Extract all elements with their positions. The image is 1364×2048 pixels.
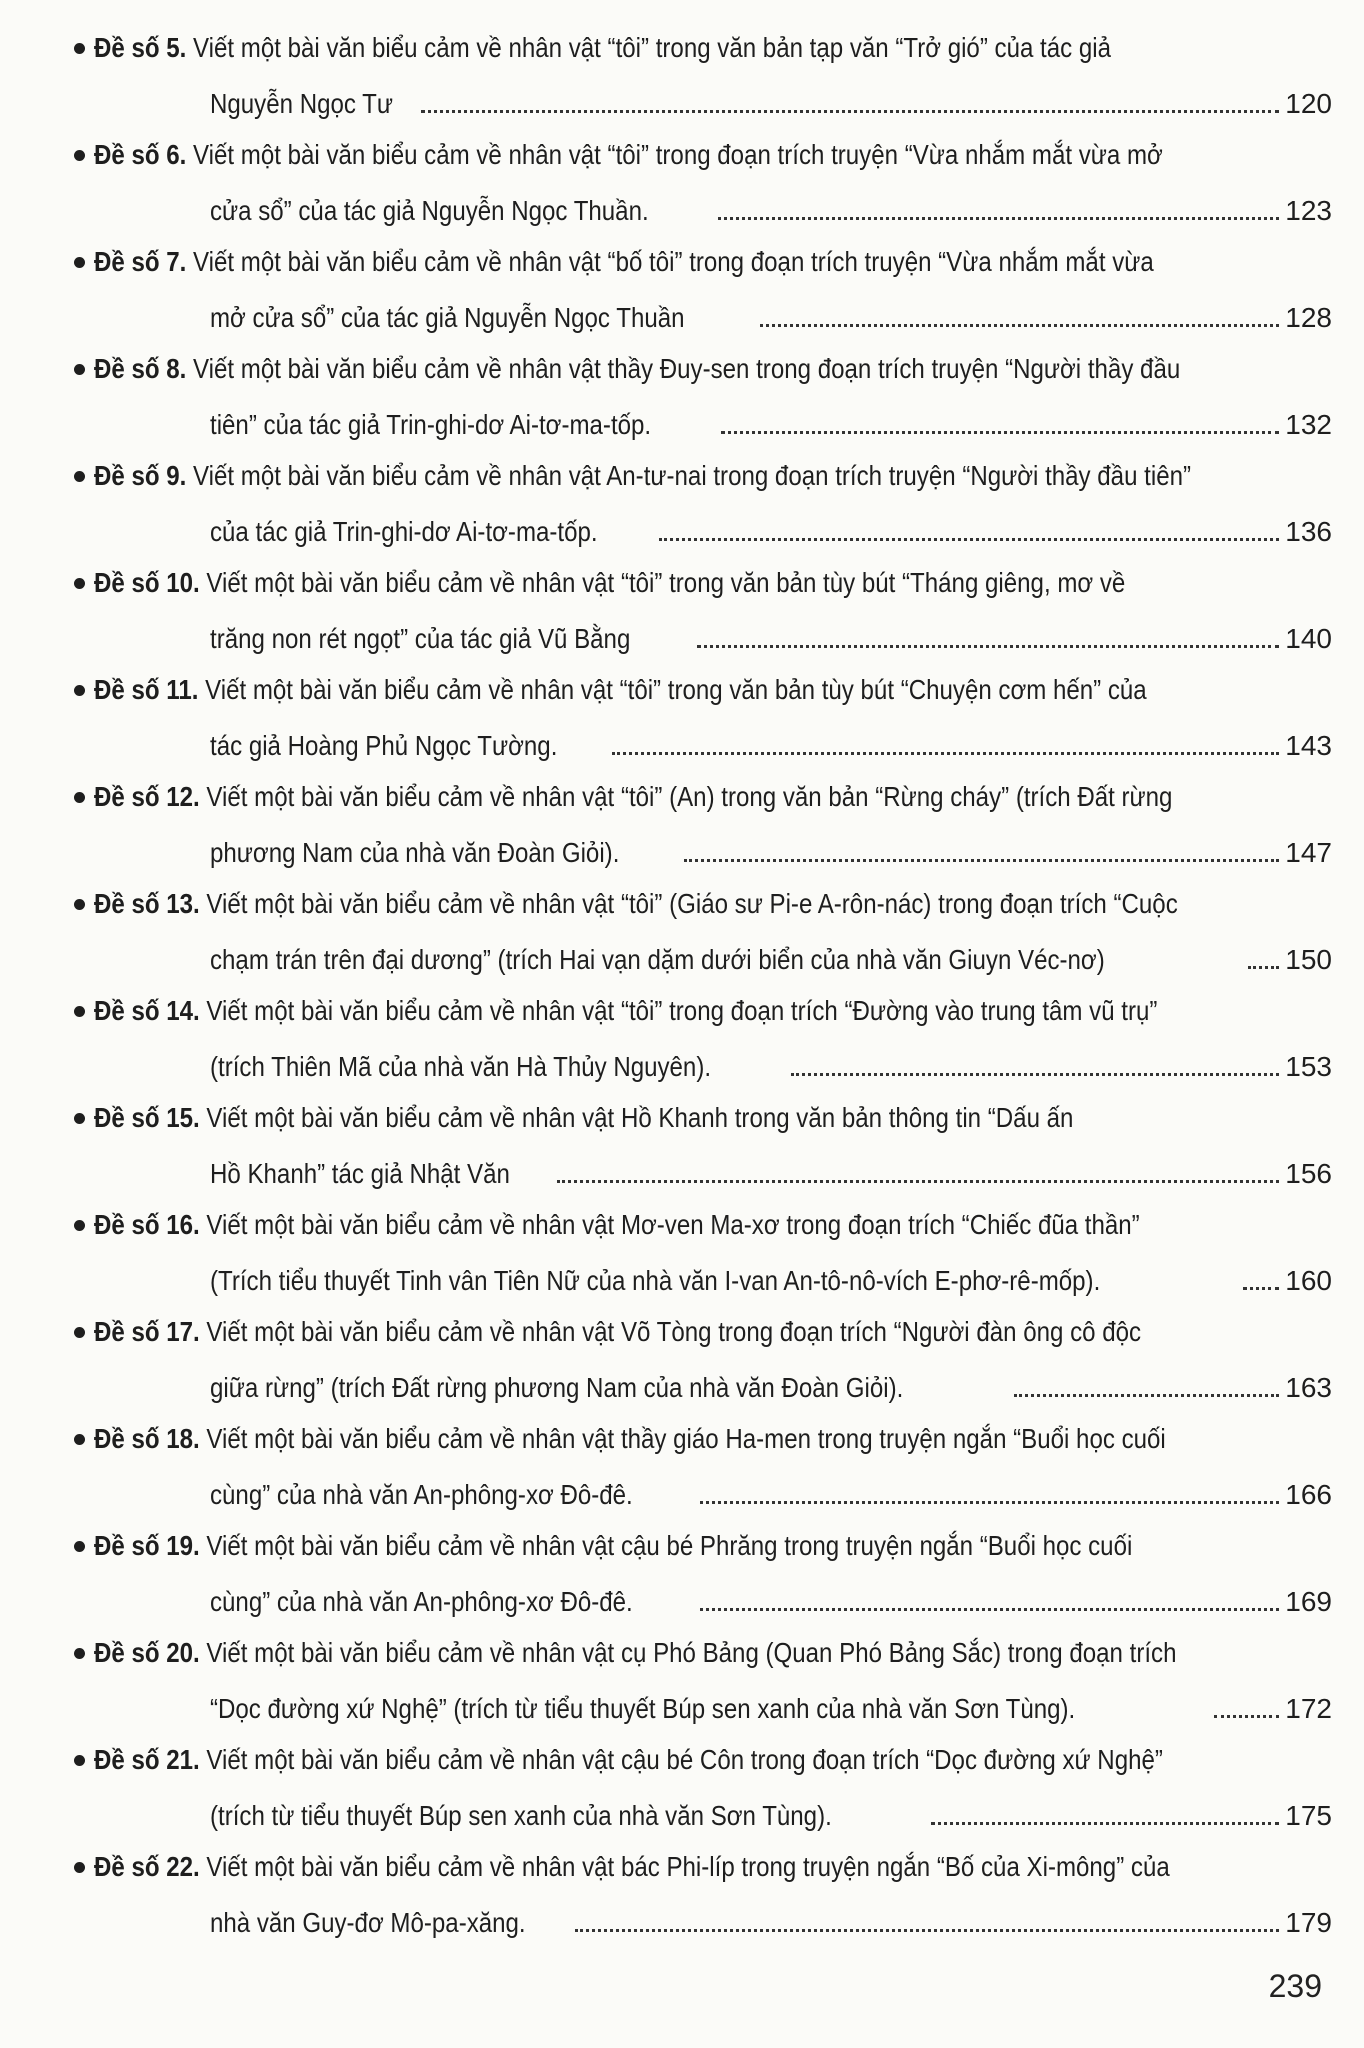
bullet-icon xyxy=(74,1862,85,1873)
entry-page: 175 xyxy=(1285,1800,1332,1831)
dot-leader xyxy=(659,508,1280,541)
bullet-icon xyxy=(74,685,85,696)
entry-title: Viết một bài văn biểu cảm về nhân vật cậu bé Phrăng trong truyện ngắn “Buổi học cuối xyxy=(206,1530,1133,1561)
entry-title: Viết một bài văn biểu cảm về nhân vật “tôi” trong văn bản tùy bút “Chuyện cơm hến” của xyxy=(205,674,1147,705)
toc-entry xyxy=(70,1627,1332,1734)
entry-label: Đề số 13. xyxy=(94,888,200,919)
entry-title-continued: tiên” của tác giả Trin-ghi-dơ Ai-tơ-ma-tốp. xyxy=(210,409,652,440)
entry-label: Đề số 14. xyxy=(94,995,200,1026)
bullet-icon xyxy=(74,43,85,54)
entry-label: Đề số 5. xyxy=(94,32,187,63)
entry-label: Đề số 18. xyxy=(94,1423,200,1454)
toc-entry xyxy=(70,343,1332,450)
entry-title-continued: phương Nam của nhà văn Đoàn Giỏi). xyxy=(210,837,620,868)
entry-title: Viết một bài văn biểu cảm về nhân vật “tôi” trong văn bản tạp văn “Trở gió” của tác giả xyxy=(193,32,1112,63)
entry-title-continued: (trích Thiên Mã của nhà văn Hà Thủy Nguyên). xyxy=(210,1051,712,1082)
entry-page: 160 xyxy=(1285,1265,1332,1296)
entry-label: Đề số 11. xyxy=(94,674,199,705)
dot-leader xyxy=(721,401,1279,434)
entry-page: 166 xyxy=(1285,1479,1332,1510)
entry-page: 120 xyxy=(1285,88,1332,119)
entry-title-continued: trăng non rét ngọt” của tác giả Vũ Bằng xyxy=(210,623,631,654)
entry-label: Đề số 6. xyxy=(94,139,187,170)
entry-page: 140 xyxy=(1285,623,1332,654)
entry-title-continued: cửa sổ” của tác giả Nguyễn Ngọc Thuần. xyxy=(210,195,649,226)
bullet-icon xyxy=(74,1755,85,1766)
entry-title: Viết một bài văn biểu cảm về nhân vật “tôi” trong đoạn trích “Đường vào trung tâm vũ trụ” xyxy=(206,995,1158,1026)
entry-title: Viết một bài văn biểu cảm về nhân vật “tôi” (Giáo sư Pi-e A-rôn-nác) trong đoạn trích “Cuộc xyxy=(206,888,1178,919)
entry-label: Đề số 10. xyxy=(94,567,200,598)
entry-page: 147 xyxy=(1285,837,1332,868)
entry-title: Viết một bài văn biểu cảm về nhân vật Hồ Khanh trong văn bản thông tin “Dấu ấn xyxy=(206,1102,1074,1133)
entry-title-continued: tác giả Hoàng Phủ Ngọc Tường. xyxy=(210,730,558,761)
dot-leader xyxy=(718,187,1279,220)
bullet-icon xyxy=(74,1006,85,1017)
toc-entry xyxy=(70,22,1332,129)
entry-page: 132 xyxy=(1285,409,1332,440)
entry-title: Viết một bài văn biểu cảm về nhân vật cụ Phó Bảng (Quan Phó Bảng Sắc) trong đoạn trích xyxy=(206,1637,1177,1668)
bullet-icon xyxy=(74,471,85,482)
toc-entry xyxy=(70,1199,1332,1306)
bullet-icon xyxy=(74,1648,85,1659)
entry-title: Viết một bài văn biểu cảm về nhân vật “tôi” trong đoạn trích truyện “Vừa nhắm mắt vừa mở xyxy=(193,139,1163,170)
entry-label: Đề số 21. xyxy=(94,1744,200,1775)
entry-title-continued: nhà văn Guy-đơ Mô-pa-xăng. xyxy=(210,1907,526,1938)
entry-title-continued: (trích từ tiểu thuyết Búp sen xanh của nhà văn Sơn Tùng). xyxy=(210,1800,832,1831)
entry-label: Đề số 20. xyxy=(94,1637,200,1668)
entry-title: Viết một bài văn biểu cảm về nhân vật “bố tôi” trong đoạn trích truyện “Vừa nhắm mắt vừa xyxy=(193,246,1154,277)
entry-label: Đề số 7. xyxy=(94,246,187,277)
entry-title-continued: “Dọc đường xứ Nghệ” (trích từ tiểu thuyết Búp sen xanh của nhà văn Sơn Tùng). xyxy=(210,1693,1076,1724)
entry-title-continued: chạm trán trên đại dương” (trích Hai vạn dặm dưới biển của nhà văn Giuyn Véc-nơ) xyxy=(210,944,1105,975)
table-of-contents xyxy=(70,22,1332,1948)
dot-leader xyxy=(1214,1685,1279,1718)
entry-page: 136 xyxy=(1285,516,1332,547)
entry-title: Viết một bài văn biểu cảm về nhân vật thầy Đuy-sen trong đoạn trích truyện “Người thầy đầu xyxy=(193,353,1181,384)
entry-title-continued: giữa rừng” (trích Đất rừng phương Nam của nhà văn Đoàn Giỏi). xyxy=(210,1372,904,1403)
toc-entry xyxy=(70,985,1332,1092)
entry-label: Đề số 15. xyxy=(94,1102,200,1133)
entry-page: 123 xyxy=(1285,195,1332,226)
page-number: 239 xyxy=(1268,1968,1322,2004)
dot-leader xyxy=(931,1792,1279,1825)
entry-title: Viết một bài văn biểu cảm về nhân vật thầy giáo Ha-men trong truyện ngắn “Buổi học cuối xyxy=(206,1423,1166,1454)
dot-leader xyxy=(1248,936,1279,969)
bullet-icon xyxy=(74,1220,85,1231)
entry-title: Viết một bài văn biểu cảm về nhân vật An-tư-nai trong đoạn trích truyện “Người thầy đầu tiên” xyxy=(193,460,1191,491)
entry-label: Đề số 17. xyxy=(94,1316,200,1347)
entry-title-continued: của tác giả Trin-ghi-dơ Ai-tơ-ma-tốp. xyxy=(210,516,598,547)
entry-title: Viết một bài văn biểu cảm về nhân vật “tôi” (An) trong văn bản “Rừng cháy” (trích Đất rừng xyxy=(206,781,1173,812)
toc-entry xyxy=(70,1306,1332,1413)
toc-entry xyxy=(70,236,1332,343)
entry-label: Đề số 12. xyxy=(94,781,200,812)
dot-leader xyxy=(697,615,1280,648)
entry-title: Viết một bài văn biểu cảm về nhân vật “tôi” trong văn bản tùy bút “Tháng giêng, mơ về xyxy=(206,567,1126,598)
entry-title-continued: mở cửa sổ” của tác giả Nguyễn Ngọc Thuần xyxy=(210,302,685,333)
bullet-icon xyxy=(74,1113,85,1124)
toc-entry xyxy=(70,129,1332,236)
dot-leader xyxy=(612,722,1279,755)
entry-label: Đề số 22. xyxy=(94,1851,200,1882)
dot-leader xyxy=(1014,1364,1279,1397)
dot-leader xyxy=(700,1578,1280,1611)
dot-leader xyxy=(700,1471,1280,1504)
toc-entry xyxy=(70,878,1332,985)
dot-leader xyxy=(760,294,1280,327)
toc-entry xyxy=(70,1413,1332,1520)
entry-title-continued: Nguyễn Ngọc Tư xyxy=(210,88,393,119)
entry-title-continued: Hồ Khanh” tác giả Nhật Văn xyxy=(210,1158,510,1189)
bullet-icon xyxy=(74,364,85,375)
toc-entry xyxy=(70,450,1332,557)
entry-title: Viết một bài văn biểu cảm về nhân vật cậu bé Côn trong đoạn trích “Dọc đường xứ Nghệ” xyxy=(206,1744,1163,1775)
bullet-icon xyxy=(74,257,85,268)
bullet-icon xyxy=(74,1434,85,1445)
dot-leader xyxy=(684,829,1279,862)
dot-leader xyxy=(575,1899,1279,1932)
entry-title: Viết một bài văn biểu cảm về nhân vật Võ Tòng trong đoạn trích “Người đàn ông cô độc xyxy=(206,1316,1142,1347)
entry-title-continued: cùng” của nhà văn An-phông-xơ Đô-đê. xyxy=(210,1479,633,1510)
toc-entry xyxy=(70,1092,1332,1199)
entry-page: 153 xyxy=(1285,1051,1332,1082)
bullet-icon xyxy=(74,1541,85,1552)
entry-page: 163 xyxy=(1285,1372,1332,1403)
entry-title-continued: cùng” của nhà văn An-phông-xơ Đô-đê. xyxy=(210,1586,633,1617)
entry-title-continued: (Trích tiểu thuyết Tinh vân Tiên Nữ của nhà văn I-van An-tô-nô-vích E-phơ-rê-mốp). xyxy=(210,1265,1101,1296)
entry-page: 169 xyxy=(1285,1586,1332,1617)
entry-title: Viết một bài văn biểu cảm về nhân vật bác Phi-líp trong truyện ngắn “Bố của Xi-mông” của xyxy=(206,1851,1170,1882)
entry-label: Đề số 19. xyxy=(94,1530,200,1561)
toc-entry xyxy=(70,557,1332,664)
bullet-icon xyxy=(74,150,85,161)
toc-entry xyxy=(70,1520,1332,1627)
dot-leader xyxy=(1243,1257,1279,1290)
entry-label: Đề số 9. xyxy=(94,460,187,491)
toc-entry xyxy=(70,1734,1332,1841)
toc-entry xyxy=(70,664,1332,771)
dot-leader xyxy=(421,80,1280,113)
entry-title: Viết một bài văn biểu cảm về nhân vật Mơ-ven Ma-xơ trong đoạn trích “Chiếc đũa thần” xyxy=(206,1209,1140,1240)
dot-leader xyxy=(791,1043,1280,1076)
toc-entry xyxy=(70,771,1332,878)
entry-page: 156 xyxy=(1285,1158,1332,1189)
entry-page: 172 xyxy=(1285,1693,1332,1724)
entry-page: 150 xyxy=(1285,944,1332,975)
entry-page: 128 xyxy=(1285,302,1332,333)
entry-page: 143 xyxy=(1285,730,1332,761)
entry-label: Đề số 8. xyxy=(94,353,187,384)
bullet-icon xyxy=(74,1327,85,1338)
bullet-icon xyxy=(74,899,85,910)
dot-leader xyxy=(557,1150,1280,1183)
entry-page: 179 xyxy=(1285,1907,1332,1938)
bullet-icon xyxy=(74,578,85,589)
toc-entry xyxy=(70,1841,1332,1948)
entry-label: Đề số 16. xyxy=(94,1209,200,1240)
bullet-icon xyxy=(74,792,85,803)
